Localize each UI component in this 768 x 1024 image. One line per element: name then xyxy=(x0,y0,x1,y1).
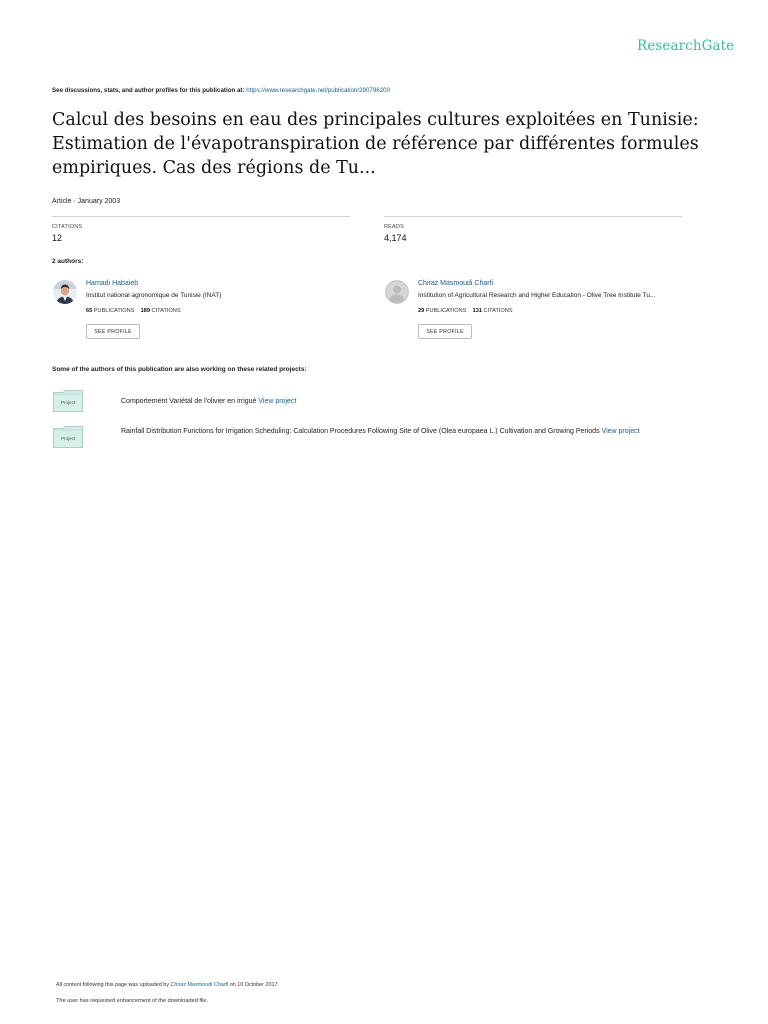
see-profile-button[interactable]: SEE PROFILE xyxy=(86,324,140,339)
author-citations-label: CITATIONS xyxy=(151,308,181,314)
project-badge-label: Project xyxy=(60,400,76,405)
author-name-link[interactable]: Chiraz Masmoudi Charfi xyxy=(418,280,494,287)
see-discussions-text: See discussions, stats, and author profiles for this publication at: xyxy=(52,87,245,94)
author-avatar-placeholder[interactable] xyxy=(385,280,409,304)
related-projects-heading: Some of the authors of this publication are also working on these related projects: xyxy=(52,366,307,373)
author-citations-label: CITATIONS xyxy=(483,308,513,314)
researchgate-logo[interactable]: ResearchGate xyxy=(637,38,735,54)
author-stats xyxy=(418,308,513,314)
see-profile-button[interactable]: SEE PROFILE xyxy=(418,324,472,339)
user-placeholder-icon xyxy=(385,280,409,304)
author-institution: Institut national agronomique de Tunisie (INAT) xyxy=(86,292,222,299)
reads-label: READS xyxy=(384,224,404,230)
author-citations-count: 131 xyxy=(472,308,482,314)
citations-value: 12 xyxy=(52,233,63,243)
author-publications-count: 29 xyxy=(418,308,425,314)
article-date: Article · January 2003 xyxy=(52,198,121,205)
author-publications-count: 65 xyxy=(86,308,93,314)
publication-link[interactable]: https://www.researchgate.net/publication/290796200 xyxy=(246,87,391,94)
view-project-link[interactable]: View project xyxy=(258,398,297,405)
citations-divider xyxy=(52,216,350,217)
author-avatar[interactable] xyxy=(53,280,77,304)
uploaded-prefix: All content following this page was uploaded by xyxy=(56,982,169,988)
project-item xyxy=(121,426,701,438)
enhancement-note: The user has requested enhancement of the downloaded file. xyxy=(56,998,209,1004)
author-institution: Institution of Agricultural Research and Higher Education - Olive Tree Institute Tu... xyxy=(418,292,656,299)
project-title: Comportement Variétal de l'olivier en irrigué xyxy=(121,398,257,405)
uploaded-by-line xyxy=(56,982,279,988)
see-discussions-line xyxy=(52,87,390,94)
reads-value: 4,174 xyxy=(384,233,407,243)
author-name-link[interactable]: Hamadi Habaieb xyxy=(86,280,139,287)
author-stats xyxy=(86,308,181,314)
project-folder-icon[interactable] xyxy=(53,390,83,412)
citations-label: CITATIONS xyxy=(52,224,83,230)
author-publications-label: PUBLICATIONS xyxy=(93,308,135,314)
publication-title: Calcul des besoins en eau des principales cultures exploitées en Tunisie: Estimation de l'évapotranspiration de référence par différentes formules empiriques. Cas des régions de Tu... xyxy=(52,110,699,178)
view-project-link[interactable]: View project xyxy=(601,428,640,435)
project-folder-icon[interactable] xyxy=(53,426,83,448)
author-citations-count: 189 xyxy=(140,308,150,314)
project-badge-label: Project xyxy=(60,436,76,441)
project-title: Rainfall Distribution Functions for Irrigation Scheduling: Calculation Procedures Following Site of Olive (Olea europaea L.) Cultivation and Growing Periods xyxy=(121,428,600,435)
project-item xyxy=(121,396,721,408)
author-publications-label: PUBLICATIONS xyxy=(425,308,467,314)
uploaded-suffix: on 10 October 2017. xyxy=(229,982,279,988)
uploader-link[interactable]: Chiraz Masmoudi Charfi xyxy=(170,982,229,988)
author-photo-icon xyxy=(53,280,77,304)
authors-heading: 2 authors: xyxy=(52,258,84,265)
reads-divider xyxy=(384,216,682,217)
